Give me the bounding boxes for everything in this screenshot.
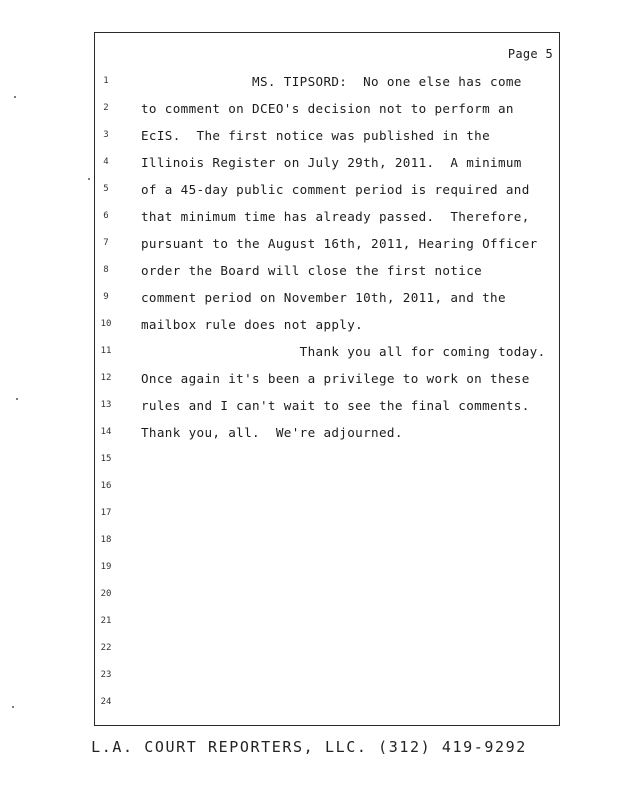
transcript-line-text: MS. TIPSORD: No one else has come — [141, 74, 522, 89]
scan-speck — [16, 398, 18, 400]
line-number: 10 — [100, 319, 112, 329]
transcript-line-text: pursuant to the August 16th, 2011, Hearing Officer — [141, 236, 538, 251]
line-number: 14 — [100, 427, 112, 437]
court-reporter-footer: L.A. COURT REPORTERS, LLC. (312) 419-9292 — [91, 738, 527, 756]
line-number: 2 — [103, 103, 109, 113]
line-number: 12 — [100, 373, 112, 383]
transcript-line-text: mailbox rule does not apply. — [141, 317, 364, 332]
transcript-line-text: Thank you, all. We're adjourned. — [141, 425, 403, 440]
page-number: Page 5 — [507, 47, 553, 61]
line-number: 7 — [103, 238, 109, 248]
line-number: 19 — [100, 562, 112, 572]
scan-speck — [88, 178, 90, 180]
line-number: 13 — [100, 400, 112, 410]
line-number: 18 — [100, 535, 112, 545]
transcript-line-text: rules and I can't wait to see the final comments. — [141, 398, 530, 413]
line-number: 21 — [100, 616, 112, 626]
scan-speck — [14, 96, 16, 98]
line-number: 4 — [103, 157, 109, 167]
transcript-line-text: EcIS. The first notice was published in the — [141, 128, 491, 143]
transcript-page — [94, 32, 560, 726]
line-number: 9 — [103, 292, 109, 302]
line-number: 23 — [100, 670, 112, 680]
transcript-line-text: that minimum time has already passed. Therefore, — [141, 209, 530, 224]
transcript-line-text: Illinois Register on July 29th, 2011. A minimum — [141, 155, 522, 170]
line-number: 17 — [100, 508, 112, 518]
line-number: 20 — [100, 589, 112, 599]
line-number: 6 — [103, 211, 109, 221]
transcript-line-text: to comment on DCEO's decision not to perform an — [141, 101, 514, 116]
line-number: 1 — [103, 76, 109, 86]
line-number: 24 — [100, 697, 112, 707]
line-number: 11 — [100, 346, 112, 356]
line-number: 8 — [103, 265, 109, 275]
transcript-line-text: of a 45-day public comment period is required and — [141, 182, 530, 197]
line-number: 5 — [103, 184, 109, 194]
line-number: 3 — [103, 130, 109, 140]
scan-speck — [12, 706, 14, 708]
transcript-line-text: Thank you all for coming today. — [141, 344, 546, 359]
line-number: 16 — [100, 481, 112, 491]
transcript-line-text: order the Board will close the first notice — [141, 263, 483, 278]
transcript-line-text: comment period on November 10th, 2011, and the — [141, 290, 506, 305]
line-number: 22 — [100, 643, 112, 653]
transcript-line-text: Once again it's been a privilege to work on these — [141, 371, 530, 386]
line-number: 15 — [100, 454, 112, 464]
